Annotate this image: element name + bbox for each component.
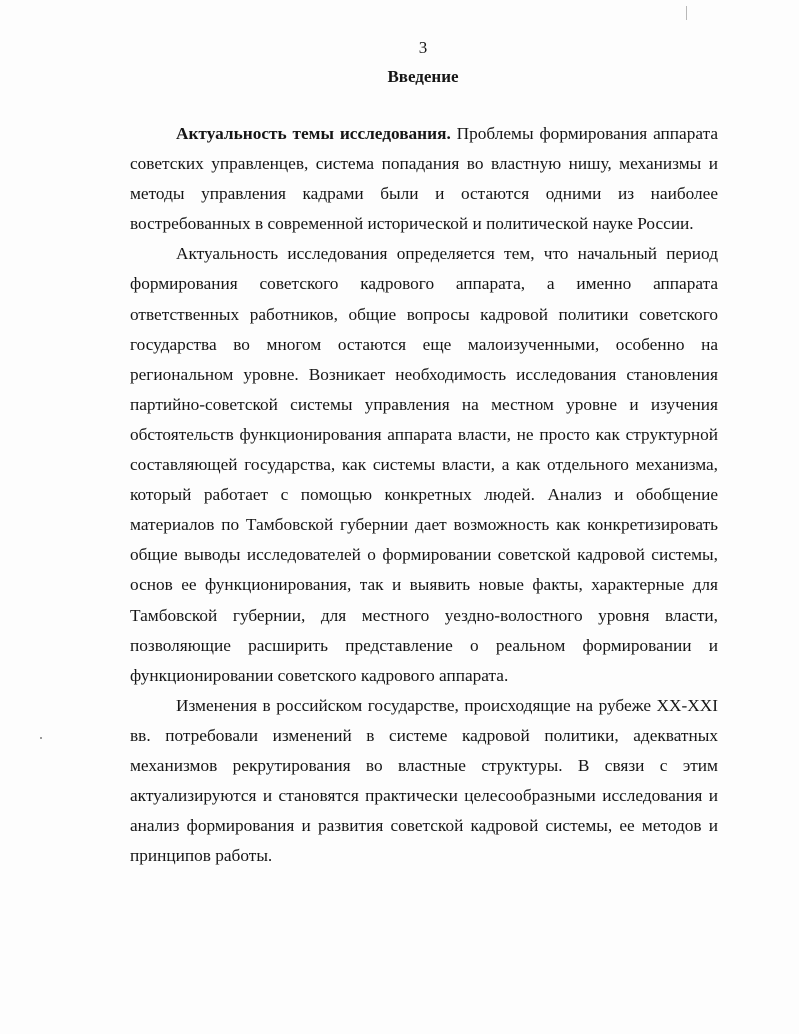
section-heading: Введение xyxy=(387,67,459,86)
paragraph-changes: Изменения в российском государстве, происходящие на рубеже XX-XXI вв. потребовали изменений в системе кадровой политики, адекватных механизмов рекрутирования во властные структуры. В связи с этим актуализируются и становятся практически целесообразными исследования и анализ формирования и развития советской кадровой системы, ее методов и принципов работы. xyxy=(130,695,718,866)
paragraph-research-relevance: Актуальность исследования определяется тем, что начальный период формирования советского кадрового аппарата, а именно аппарата ответственных работников, общие вопросы кадровой политики советского государства во многом остаются еще малоизученными, особенно на региональном уровне. Возникает необходимость исследования становления партийно-советской системы управления на местном уровне и изучения обстоятельств функционирования аппарата власти, не просто как структурной составляющей государства, как системы власти, а как отдельного механизма, который работает с помощью конкретных людей. Анализ и обобщение материалов по Тамбовской губернии дает возможность как конкретизировать общие выводы исследователей о формировании советской кадровой системы, основ ее функционирования, так и выявить новые факты, характерные для Тамбовской губернии, для местного уездно-волостного уровня власти, позволяющие расширить представление о реальном формировании и функционировании советского кадрового аппарата. xyxy=(130,244,718,685)
document-body xyxy=(130,119,718,871)
scan-artifact-dot xyxy=(40,737,42,739)
paragraph-lead: Актуальность темы исследования. xyxy=(176,124,451,143)
scan-artifact-mark xyxy=(686,6,687,20)
paragraph-text: Проблемы формирования аппарата советских управленцев, система попадания во властную нишу, механизмы и методы управления кадрами были и остаются одними из наиболее востребованных в современной исторической и политической науке России. xyxy=(130,124,719,234)
page-number: 3 xyxy=(418,38,428,57)
paragraph-relevance xyxy=(130,119,718,239)
